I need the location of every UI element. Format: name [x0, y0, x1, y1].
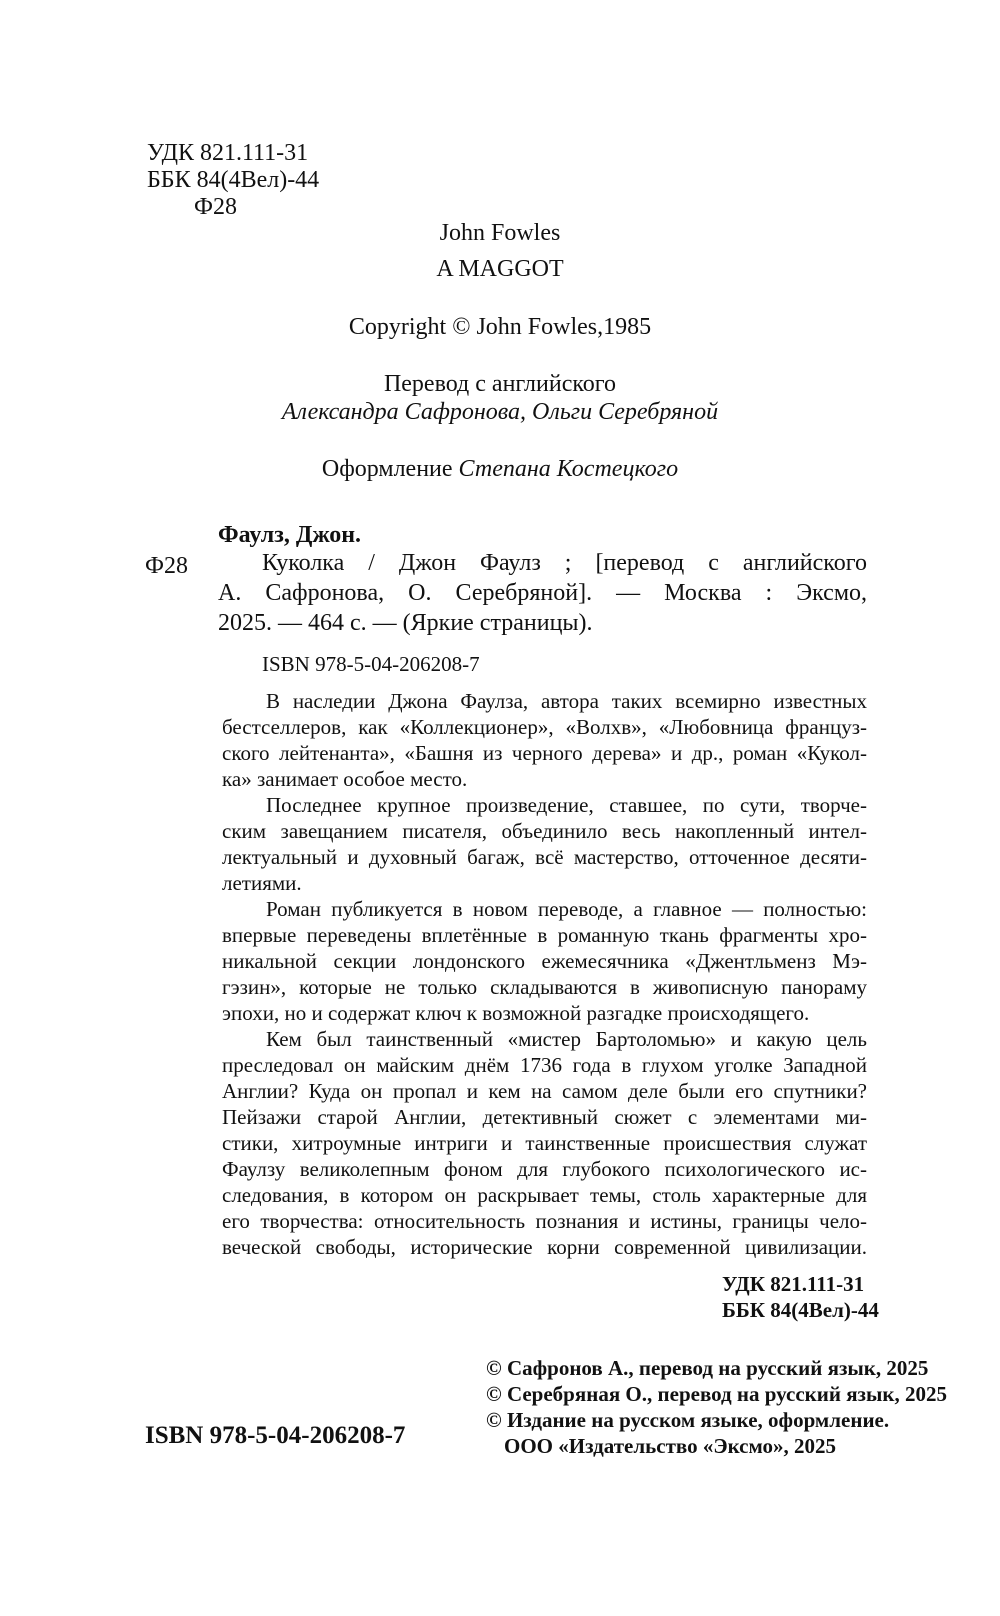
- annotation-line: Последнее крупное произведение, ставшее, по сути, творче-: [266, 793, 867, 817]
- catalog-heading: Фаулз, Джон.: [218, 522, 362, 548]
- copyright-line: © Издание на русском языке, оформление.: [486, 1408, 890, 1432]
- design-credit: [0, 454, 1000, 484]
- udk-code-top: УДК 821.111-31: [147, 140, 309, 166]
- udk-code-bottom: УДК 821.111-31: [722, 1272, 865, 1296]
- copyright-line: © Сафронов А., перевод на русский язык, 2025: [486, 1356, 929, 1380]
- bbk-code-bottom: ББК 84(4Вел)-44: [722, 1298, 879, 1322]
- original-author: John Fowles: [439, 220, 561, 246]
- annotation-line: ского лейтенанта», «Башня из черного дерева» и др., роман «Кукол-: [222, 741, 867, 765]
- original-copyright: Copyright © John Fowles,1985: [348, 314, 652, 340]
- annotation-line: гэзин», которые не только складываются в живописную панораму: [222, 975, 867, 999]
- annotation-line: впервые переведены вплетённые в романную ткань фрагменты хро-: [222, 923, 867, 947]
- annotation-line: лектуальный и духовный багаж, всё мастерство, отточенное десяти-: [222, 845, 867, 869]
- catalog-line: Куколка / Джон Фаулз ; [перевод с английского: [262, 550, 867, 576]
- annotation-line: Роман публикуется в новом переводе, а главное — полностью:: [266, 897, 867, 921]
- annotation-line: следования, в котором он раскрывает темы, столь характерные для: [222, 1183, 867, 1207]
- annotation-line: Англии? Куда он пропал и кем на самом деле были его спутники?: [222, 1079, 867, 1103]
- original-title: A MAGGOT: [436, 256, 564, 282]
- annotation-line: веческой свободы, исторические корни современной цивилизации.: [222, 1235, 867, 1259]
- catalog-line: А. Сафронова, О. Серебряной]. — Москва : Эксмо,: [218, 580, 867, 606]
- design-label: Оформление: [321, 456, 453, 482]
- annotation-line: эпохи, но и содержат ключ к возможной разгадке происходящего.: [222, 1001, 810, 1025]
- translation-label: Перевод с английского: [383, 371, 617, 397]
- catalog-mark: Ф28: [145, 553, 188, 579]
- annotation-line: ским завещанием писателя, объединило весь накопленный интел-: [222, 819, 867, 843]
- annotation-line: Фаулзу великолепным фоном для глубокого психологического ис-: [222, 1157, 867, 1181]
- copyright-line: © Серебряная О., перевод на русский язык, 2025: [486, 1382, 947, 1406]
- annotation-line: летиями.: [222, 871, 302, 895]
- annotation-line: его творчества: относительность познания и истины, границы чело-: [222, 1209, 867, 1233]
- designer-name: Степана Костецкого: [458, 456, 679, 482]
- catalog-line: 2025. — 464 с. — (Яркие страницы).: [218, 610, 593, 636]
- annotation-line: никальной секции лондонского ежемесячника «Джентльменз Мэ-: [222, 949, 867, 973]
- translators: Александра Сафронова, Ольги Серебряной: [281, 399, 719, 425]
- annotation-line: бестселлеров, как «Коллекционер», «Волхв», «Любовница француз-: [222, 715, 867, 739]
- annotation-line: В наследии Джона Фаулза, автора таких всемирно известных: [266, 689, 867, 713]
- annotation-line: Пейзажи старой Англии, детективный сюжет с элементами ми-: [222, 1105, 867, 1129]
- copyright-line: ООО «Издательство «Эксмо», 2025: [504, 1434, 837, 1458]
- annotation-line: Кем был таинственный «мистер Бартоломью» и какую цель: [266, 1027, 867, 1051]
- author-mark-top: Ф28: [194, 194, 237, 220]
- bbk-code-top: ББК 84(4Вел)-44: [147, 167, 320, 193]
- annotation-line: преследовал он майским днём 1736 года в глухом уголке Западной: [222, 1053, 867, 1077]
- catalog-isbn: ISBN 978-5-04-206208-7: [262, 652, 480, 676]
- isbn-bottom: ISBN 978-5-04-206208-7: [145, 1422, 406, 1449]
- annotation-line: ка» занимает особое место.: [222, 767, 468, 791]
- annotation-line: стики, хитроумные интриги и таинственные происшествия служат: [222, 1131, 867, 1155]
